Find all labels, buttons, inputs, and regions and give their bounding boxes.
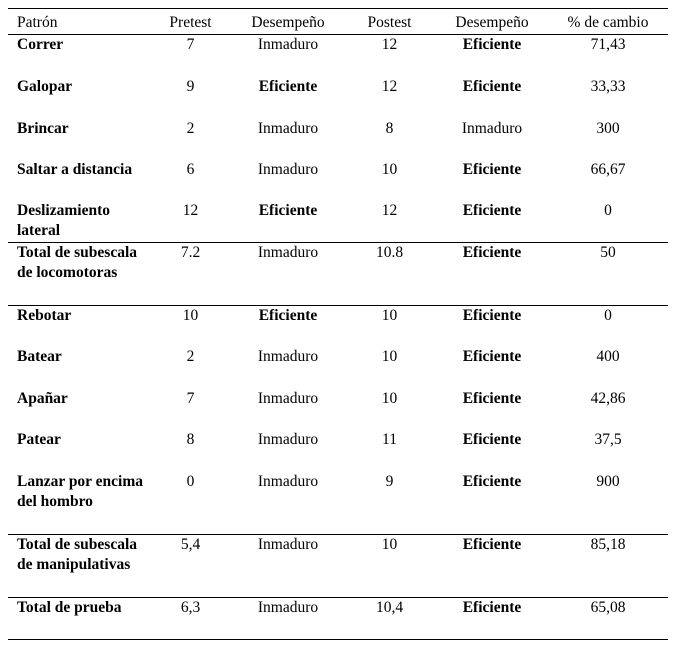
cell-desempeno-pre: Eficiente — [258, 202, 318, 219]
cell-cambio: 50 — [548, 243, 668, 306]
cell-pretest: 12 — [182, 202, 199, 219]
cell-desempeno-post: Eficiente — [462, 473, 522, 490]
table-row — [8, 430, 668, 472]
table-row-total — [8, 598, 668, 640]
cell-postest: 11 — [382, 431, 397, 448]
cell-pretest: 7 — [186, 36, 195, 53]
cell-pretest: 10 — [148, 306, 233, 348]
cell-desempeno-pre: Eficiente — [233, 306, 343, 348]
cell-cambio: 42,86 — [590, 390, 626, 407]
table-row — [8, 201, 668, 243]
cell-postest: 12 — [381, 78, 398, 95]
cell-cambio: 71,43 — [590, 36, 626, 53]
cell-desempeno-post: Eficiente — [462, 161, 522, 178]
cell-patron: Total de subescala de locomotoras — [8, 243, 148, 306]
header-patron: Patrón — [8, 9, 148, 35]
cell-desempeno-pre: Eficiente — [258, 78, 318, 95]
table-row — [8, 472, 668, 535]
cell-desempeno-pre: Inmaduro — [257, 390, 319, 407]
table-row — [8, 160, 668, 201]
cell-patron: Patear — [17, 431, 61, 448]
cell-pretest: 6,3 — [148, 598, 233, 640]
table-row — [8, 306, 668, 348]
cell-postest: 9 — [385, 473, 394, 490]
cell-patron: Correr — [17, 36, 64, 53]
cell-desempeno-post: Eficiente — [462, 202, 522, 219]
cell-cambio: 300 — [596, 120, 620, 137]
cell-pretest: 0 — [186, 473, 195, 490]
cell-pretest: 5,4 — [148, 535, 233, 598]
cell-pretest: 7 — [186, 390, 195, 407]
cell-desempeno-post: Eficiente — [462, 348, 522, 365]
table-row — [8, 119, 668, 160]
cell-postest: 10.8 — [343, 243, 436, 306]
cell-postest: 10 — [343, 535, 436, 598]
cell-patron: Rebotar — [8, 306, 148, 348]
cell-desempeno-pre: Inmaduro — [257, 36, 319, 53]
cell-desempeno-pre: Inmaduro — [233, 535, 343, 598]
cell-cambio: 0 — [604, 202, 612, 219]
cell-patron: Total de subescala de manipulativas — [8, 535, 148, 598]
cell-patron: Total de prueba — [8, 598, 148, 640]
cell-cambio: 66,67 — [590, 161, 626, 178]
cell-pretest: 8 — [186, 431, 195, 448]
header-pretest: Pretest — [148, 9, 233, 35]
cell-pretest: 6 — [186, 161, 195, 178]
cell-patron: Galopar — [17, 78, 73, 95]
cell-desempeno-pre: Inmaduro — [257, 120, 319, 137]
cell-desempeno-post: Eficiente — [436, 243, 548, 306]
results-table — [8, 8, 668, 640]
cell-cambio: 0 — [548, 306, 668, 348]
cell-desempeno-pre: Inmaduro — [233, 243, 343, 306]
cell-cambio: 400 — [596, 348, 620, 365]
cell-desempeno-pre: Inmaduro — [257, 161, 319, 178]
cell-postest: 10 — [343, 306, 436, 348]
cell-cambio: 85,18 — [548, 535, 668, 598]
cell-desempeno-post: Eficiente — [462, 36, 522, 53]
cell-desempeno-pre: Inmaduro — [257, 348, 319, 365]
cell-desempeno-post: Eficiente — [436, 306, 548, 348]
table-row-subtotal — [8, 243, 668, 306]
cell-pretest: 9 — [186, 78, 195, 95]
cell-cambio: 37,5 — [594, 431, 622, 448]
cell-patron: Lanzar por encima del hombro — [17, 473, 144, 510]
cell-cambio: 33,33 — [590, 78, 626, 95]
table-row — [8, 389, 668, 430]
header-desempeno-post: Desempeño — [436, 9, 548, 35]
cell-patron: Saltar a distancia — [17, 161, 133, 178]
cell-desempeno-post: Eficiente — [436, 535, 548, 598]
cell-desempeno-post: Eficiente — [462, 78, 522, 95]
header-cambio: % de cambio — [548, 9, 668, 35]
header-desempeno-pre: Desempeño — [233, 9, 343, 35]
table-row — [8, 35, 668, 78]
cell-pretest: 7.2 — [148, 243, 233, 306]
table-header-row — [8, 9, 668, 35]
cell-postest: 10 — [381, 161, 398, 178]
cell-desempeno-post: Eficiente — [462, 390, 522, 407]
table-row — [8, 77, 668, 119]
cell-desempeno-post: Eficiente — [462, 431, 522, 448]
cell-pretest: 2 — [186, 348, 195, 365]
cell-cambio: 65,08 — [548, 598, 668, 640]
cell-postest: 8 — [385, 120, 394, 137]
cell-desempeno-pre: Inmaduro — [257, 431, 319, 448]
cell-cambio: 900 — [596, 473, 620, 490]
results-table-container — [8, 8, 668, 640]
cell-desempeno-post: Eficiente — [436, 598, 548, 640]
cell-desempeno-pre: Inmaduro — [257, 473, 319, 490]
cell-desempeno-pre: Inmaduro — [233, 598, 343, 640]
cell-postest: 10 — [381, 390, 398, 407]
table-row — [8, 347, 668, 389]
cell-postest: 10,4 — [343, 598, 436, 640]
cell-patron: Deslizamiento lateral — [17, 202, 110, 239]
cell-postest: 12 — [381, 202, 398, 219]
cell-patron: Brincar — [17, 120, 69, 137]
header-postest: Postest — [343, 9, 436, 35]
cell-postest: 10 — [381, 348, 398, 365]
cell-desempeno-post: Inmaduro — [461, 120, 523, 137]
cell-postest: 12 — [381, 36, 398, 53]
cell-pretest: 2 — [186, 120, 195, 137]
cell-patron: Batear — [17, 348, 62, 365]
table-row-subtotal — [8, 535, 668, 598]
cell-patron: Apañar — [17, 390, 68, 407]
